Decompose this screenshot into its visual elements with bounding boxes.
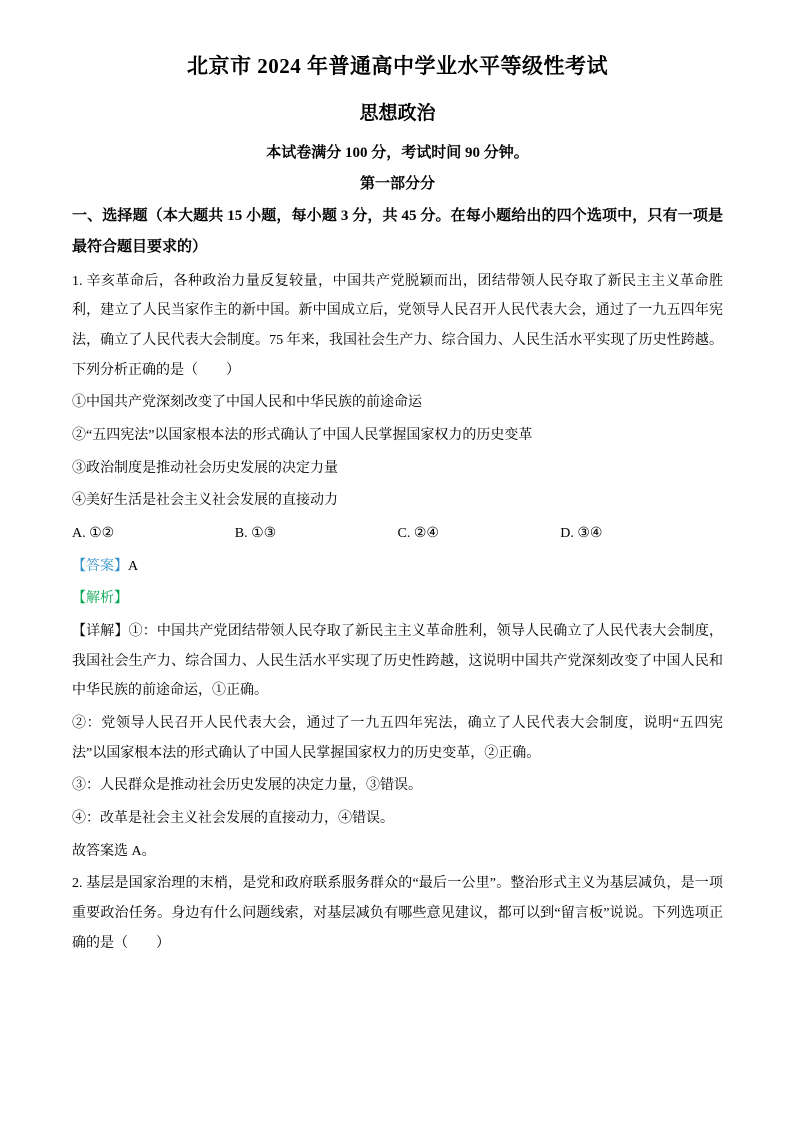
section-heading: 一、选择题（本大题共 15 小题，每小题 3 分，共 45 分。在每小题给出的四个选项中，只有一项是最符合题目要求的） [72, 208, 723, 255]
answer-label: 【答案】 [72, 558, 128, 574]
choice-d: D. ③④ [560, 525, 603, 541]
choice-c: C. ②④ [397, 525, 439, 541]
answer-value: A [128, 558, 139, 574]
question-2-stem: 2. 基层是国家治理的末梢，是党和政府联系服务群众的“最后一公里”。整治形式主义为基层减负，是一项重要政治任务。身边有什么问题线索，对基层减负有哪些意见建议，都可以到“留言板”说说。下列选项正确的是（ ） [72, 876, 723, 951]
question-1-option-3: ③政治制度是推动社会历史发展的决定力量 [72, 460, 338, 476]
detail-paragraph-2: ②：党领导人民召开人民代表大会，通过了一九五四年宪法，确立了人民代表大会制度，说明“五四宪法”以国家根本法的形式确认了中国人民掌握国家权力的历史变革，②正确。 [72, 715, 723, 761]
question-1-stem: 1. 辛亥革命后，各种政治力量反复较量，中国共产党脱颖而出，团结带领人民夺取了新民主主义革命胜利，建立了人民当家作主的新中国。新中国成立后，党领导人民召开人民代表大会，通过了一九五四年宪法，确立了人民代表大会制度。75 年来，我国社会生产力、综合国力、人民生活水平实现了历史性跨越。下列分析正确的是（ ） [72, 273, 723, 378]
exam-title: 北京市 2024 年普通高中学业水平等级性考试 [187, 54, 608, 78]
analysis-label: 【解析】 [72, 591, 128, 607]
detail-paragraph-1: 【详解】①：中国共产党团结带领人民夺取了新民主主义革命胜利，领导人民确立了人民代表大会制度，我国社会生产力、综合国力、人民生活水平实现了历史性跨越，这说明中国共产党深刻改变了中国人民和中华民族的前途命运，①正确。 [72, 623, 723, 699]
exam-subject-title: 思想政治 [359, 103, 436, 124]
choice-b: B. ①③ [234, 525, 277, 541]
question-1-option-4: ④美好生活是社会主义社会发展的直接动力 [72, 493, 338, 509]
choice-a: A. ①② [72, 525, 115, 541]
exam-info-line: 本试卷满分 100 分，考试时间 90 分钟。 [266, 145, 529, 161]
part-heading: 第一部分分 [359, 176, 435, 192]
detail-conclusion: 故答案选 A。 [72, 843, 156, 859]
analysis-line [72, 584, 723, 614]
detail-paragraph-4: ④：改革是社会主义社会发展的直接动力，④错误。 [72, 810, 394, 826]
question-1-option-2: ②“五四宪法”以国家根本法的形式确认了中国人民掌握国家权力的历史变革 [72, 427, 533, 443]
detail-paragraph-3: ③：人民群众是推动社会历史发展的决定力量，③错误。 [72, 778, 422, 794]
answer-line [72, 552, 723, 582]
question-1-option-1: ①中国共产党深刻改变了中国人民和中华民族的前途命运 [72, 395, 422, 411]
question-1-choices-row [72, 519, 723, 549]
